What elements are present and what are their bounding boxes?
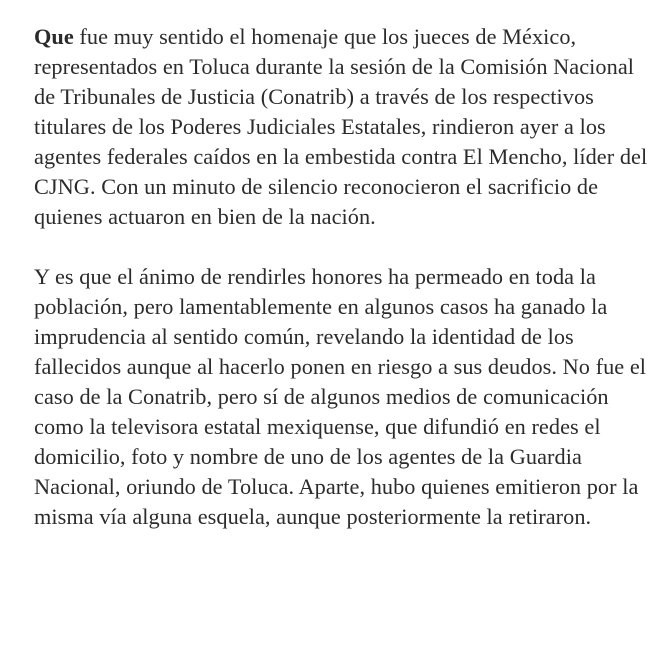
- paragraph-1: [34, 22, 650, 232]
- paragraph-lead-word: Que: [34, 24, 74, 49]
- paragraph-2: [34, 262, 650, 532]
- paragraph-1-text: fue muy sentido el homenaje que los jueces de México, representados en Toluca durante la sesión de la Comisión Nacional de Tribunales de Justicia (Conatrib) a través de los respectivos titulares de los Poderes Judiciales Estatales, rindieron ayer a los agentes federales caídos en la embestida contra El Mencho, líder del CJNG. Con un minuto de silencio reconocieron el sacrificio de quienes actuaron en bien de la nación.: [34, 24, 648, 229]
- paragraph-2-text: Y es que el ánimo de rendirles honores ha permeado en toda la población, pero lamentablemente en algunos casos ha ganado la imprudencia al sentido común, revelando la identidad de los fallecidos aunque al hacerlo ponen en riesgo a sus deudos. No fue el caso de la Conatrib, pero sí de algunos medios de comunicación como la televisora estatal mexiquense, que difundió en redes el domicilio, foto y nombre de uno de los agentes de la Guardia Nacional, oriundo de Toluca. Aparte, hubo quienes emitieron por la misma vía alguna esquela, aunque posteriormente la retiraron.: [34, 264, 647, 529]
